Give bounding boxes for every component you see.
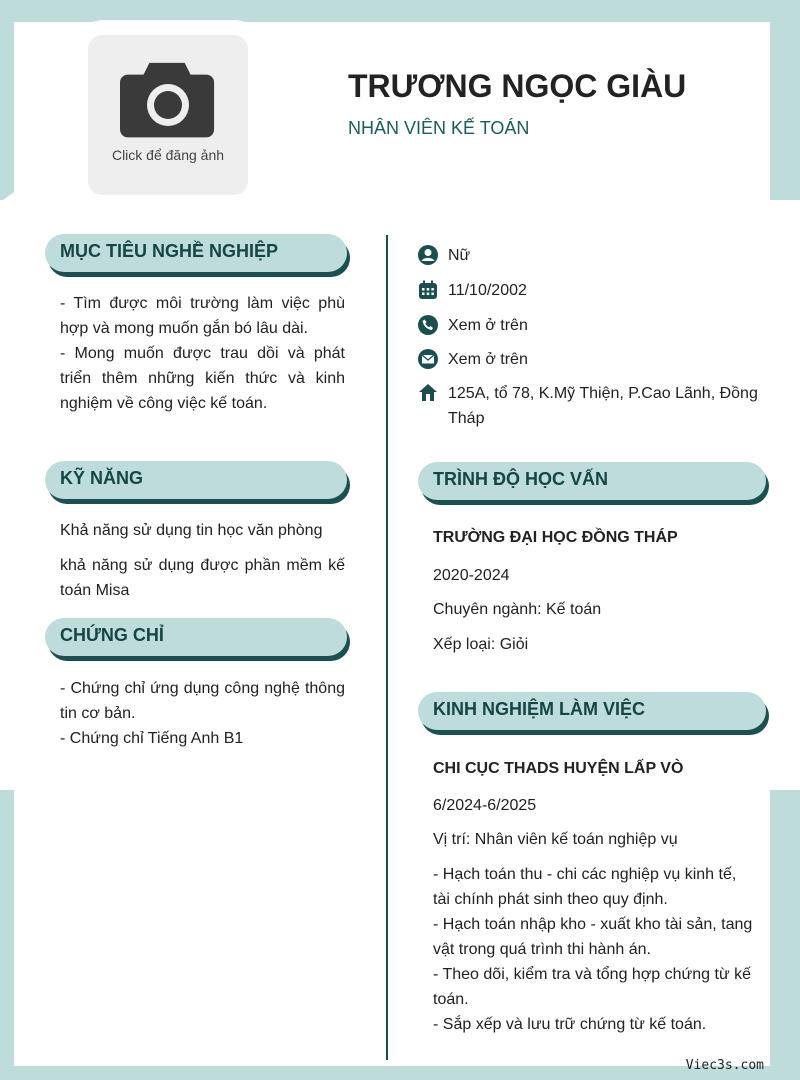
cv-page-right-edge [770,200,782,790]
calendar-icon [418,280,438,300]
experience-heading [418,692,766,730]
experience-company: CHI CỤC THADS HUYỆN LẤP VÒ [433,760,684,777]
education-period: 2020-2024 [433,567,510,584]
birthday-value: 11/10/2002 [448,282,527,299]
email-icon [418,349,438,369]
skills-title: KỸ NĂNG [60,468,144,488]
phone-value: Xem ở trên [448,317,528,334]
home-icon [418,383,438,403]
footer-watermark: Viec3s.com [685,1058,764,1073]
skills-heading [45,461,347,499]
education-major: Chuyên ngành: Kế toán [433,601,602,618]
gender-value: Nữ [448,247,471,264]
photo-upload[interactable] [88,35,248,195]
education-school: TRƯỜNG ĐẠI HỌC ĐỒNG THÁP [433,529,678,546]
certificates-heading [45,618,347,656]
education-heading [418,462,766,500]
email-value: Xem ở trên [448,351,528,368]
education-rank: Xếp loại: Giỏi [433,636,529,653]
objective-text: - Tìm được môi trường làm việc phù hợp và mong muốn gắn bó lâu dài. - Mong muốn được trau dồi và phát triển thêm những kiến thức và kinh nghiệm về công việc kế toán. [60,295,345,412]
photo-upload-label: Click để đăng ảnh [111,147,225,163]
column-divider [386,235,388,1060]
user-icon [418,245,438,265]
camera-icon [120,57,216,141]
candidate-role: NHÂN VIÊN KẾ TOÁN [348,118,530,138]
certificates-title: CHỨNG CHỈ [60,625,164,645]
candidate-name: TRƯƠNG NGỌC GIÀU [348,68,687,104]
experience-title: KINH NGHIỆM LÀM VIỆC [433,699,646,719]
experience-duties: - Hạch toán thu - chi các nghiệp vụ kinh tế, tài chính phát sinh theo quy định. - Hạch toán nhập kho - xuất kho tài sản, tang vật trong quá trình thi hành án. - Theo dõi, kiểm tra và tổng hợp chứng từ kế toán. - Sắp xếp và lưu trữ chứng từ kế toán. [433,866,753,1033]
objective-title: MỤC TIÊU NGHỀ NGHIỆP [60,241,279,261]
skill-item: Khả năng sử dụng tin học văn phòng [60,522,323,539]
experience-position: Vị trí: Nhân viên kế toán nghiệp vụ [433,831,678,848]
corner-notch [0,150,80,202]
phone-icon [418,315,438,335]
skill-item: khả năng sử dụng được phần mềm kế toán Misa [60,557,345,599]
certificates-text: - Chứng chỉ ứng dụng công nghệ thông tin cơ bản. - Chứng chỉ Tiếng Anh B1 [60,680,345,747]
address-value: 125A, tổ 78, K.Mỹ Thiện, P.Cao Lãnh, Đồng Tháp [448,385,758,427]
education-title: TRÌNH ĐỘ HỌC VẤN [433,469,608,489]
objective-heading [45,234,347,272]
experience-period: 6/2024-6/2025 [433,797,537,814]
